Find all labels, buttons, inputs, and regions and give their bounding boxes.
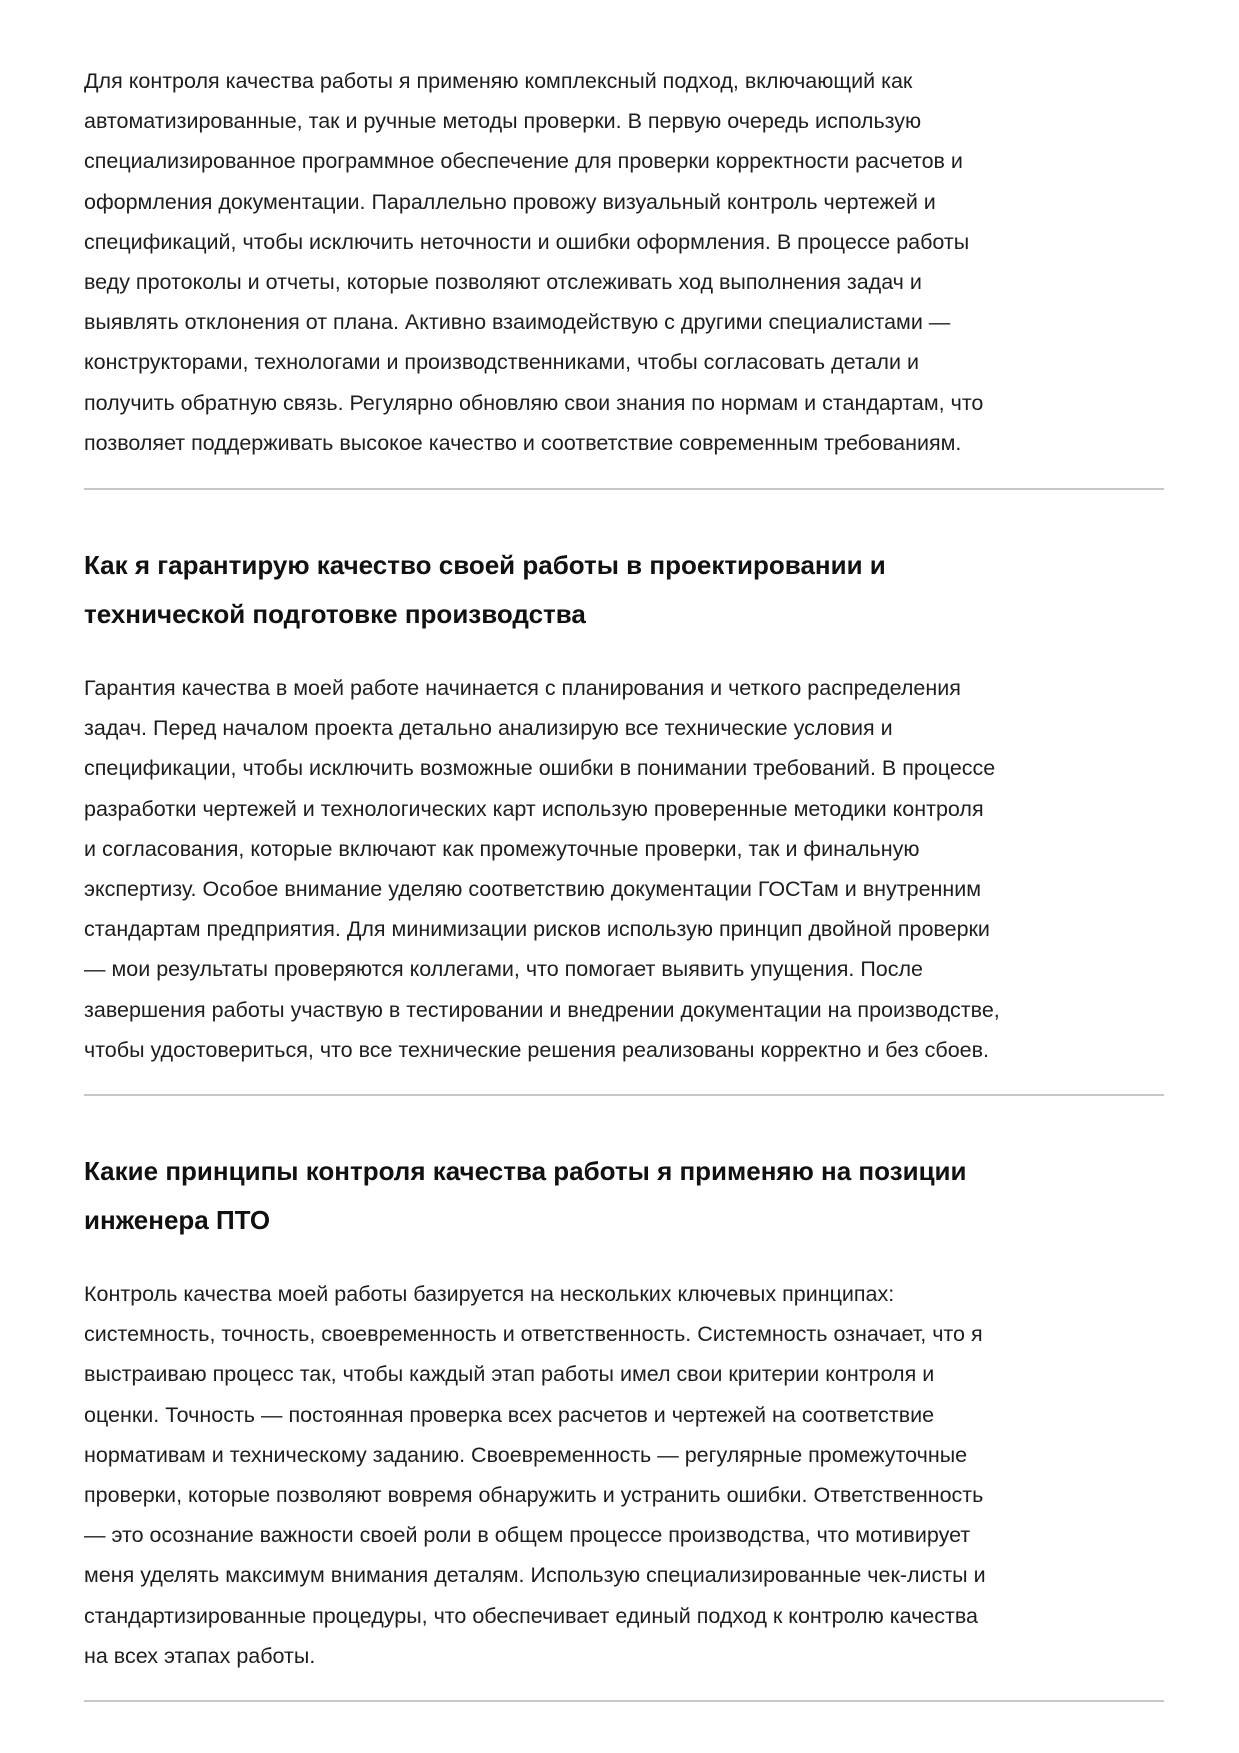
text-line: конструкторами, технологами и производственниками, чтобы согласовать детали и xyxy=(84,350,919,375)
text-line: системность, точность, своевременность и ответственность. Системность означает, что я xyxy=(84,1322,983,1347)
section-heading xyxy=(84,541,1164,639)
text-line: Какие принципы контроля качества работы я применяю на позиции xyxy=(84,1156,967,1187)
text-line: оценки. Точность — постоянная проверка всех расчетов и чертежей на соответствие xyxy=(84,1402,935,1427)
text-line: Для контроля качества работы я применяю комплексный подход, включающий как xyxy=(84,69,913,93)
text-line: на всех этапах работы. xyxy=(84,1643,316,1668)
text-line: нормативам и техническому заданию. Своевременность — регулярные промежуточные xyxy=(84,1442,968,1467)
text-line: стандартам предприятия. Для минимизации рисков использую принцип двойной проверки xyxy=(84,917,990,942)
text-line: позволяет поддерживать высокое качество и соответствие современным требованиям. xyxy=(84,430,962,455)
text-line: проверки, которые позволяют вовремя обнаружить и устранить ошибки. Ответственность xyxy=(84,1483,984,1508)
text-line: стандартизированные процедуры, что обеспечивает единый подход к контролю качества xyxy=(84,1603,978,1628)
section-quality-guarantee xyxy=(84,541,1164,1096)
text-line: оформления документации. Параллельно провожу визуальный контроль чертежей и xyxy=(84,189,936,214)
paragraph xyxy=(84,61,1164,463)
text-line: разработки чертежей и технологических карт использую проверенные методики контроля xyxy=(84,796,984,821)
divider xyxy=(84,1700,1164,1702)
text-line: инженера ПТО xyxy=(84,1205,271,1236)
text-line: автоматизированные, так и ручные методы проверки. В первую очередь использую xyxy=(84,109,922,134)
text-line: и согласования, которые включают как промежуточные проверки, так и финальную xyxy=(84,836,920,861)
text-line: — мои результаты проверяются коллегами, что помогает выявить упущения. После xyxy=(84,957,924,982)
document-body xyxy=(84,61,1164,1702)
text-line: выстраиваю процесс так, чтобы каждый этап работы имел свои критерии контроля и xyxy=(84,1362,935,1387)
paragraph xyxy=(84,1274,1164,1676)
text-line: Контроль качества моей работы базируется на нескольких ключевых принципах: xyxy=(84,1282,895,1307)
text-line: получить обратную связь. Регулярно обновляю свои знания по нормам и стандартам, что xyxy=(84,390,984,415)
paragraph xyxy=(84,668,1164,1070)
text-line: завершения работы участвую в тестировании и внедрении документации на производстве, xyxy=(84,997,1000,1022)
text-line: спецификаций, чтобы исключить неточности и ошибки оформления. В процессе работы xyxy=(84,229,970,254)
text-line: Как я гарантирую качество своей работы в проектировании и xyxy=(84,550,886,581)
text-line: веду протоколы и отчеты, которые позволяют отслеживать ход выполнения задач и xyxy=(84,270,922,295)
text-line: — это осознание важности своей роли в общем процессе производства, что мотивирует xyxy=(84,1523,971,1548)
section-intro xyxy=(84,61,1164,490)
text-line: чтобы удостовериться, что все технические решения реализованы корректно и без сбоев. xyxy=(84,1037,990,1062)
text-line: экспертизу. Особое внимание уделяю соответствию документации ГОСТам и внутренним xyxy=(84,877,982,902)
divider xyxy=(84,488,1164,490)
text-line: специализированное программное обеспечение для проверки корректности расчетов и xyxy=(84,149,963,174)
text-line: спецификации, чтобы исключить возможные ошибки в понимании требований. В процессе xyxy=(84,756,996,781)
divider xyxy=(84,1094,1164,1096)
text-line: меня уделять максимум внимания деталям. Использую специализированные чек-листы и xyxy=(84,1563,986,1588)
section-quality-principles xyxy=(84,1147,1164,1702)
text-line: технической подготовке производства xyxy=(84,599,586,630)
section-heading xyxy=(84,1147,1164,1245)
text-line: выявлять отклонения от плана. Активно взаимодействую с другими специалистами — xyxy=(84,310,951,335)
text-line: задач. Перед началом проекта детально анализирую все технические условия и xyxy=(84,716,893,741)
text-line: Гарантия качества в моей работе начинается с планирования и четкого распределения xyxy=(84,676,961,701)
